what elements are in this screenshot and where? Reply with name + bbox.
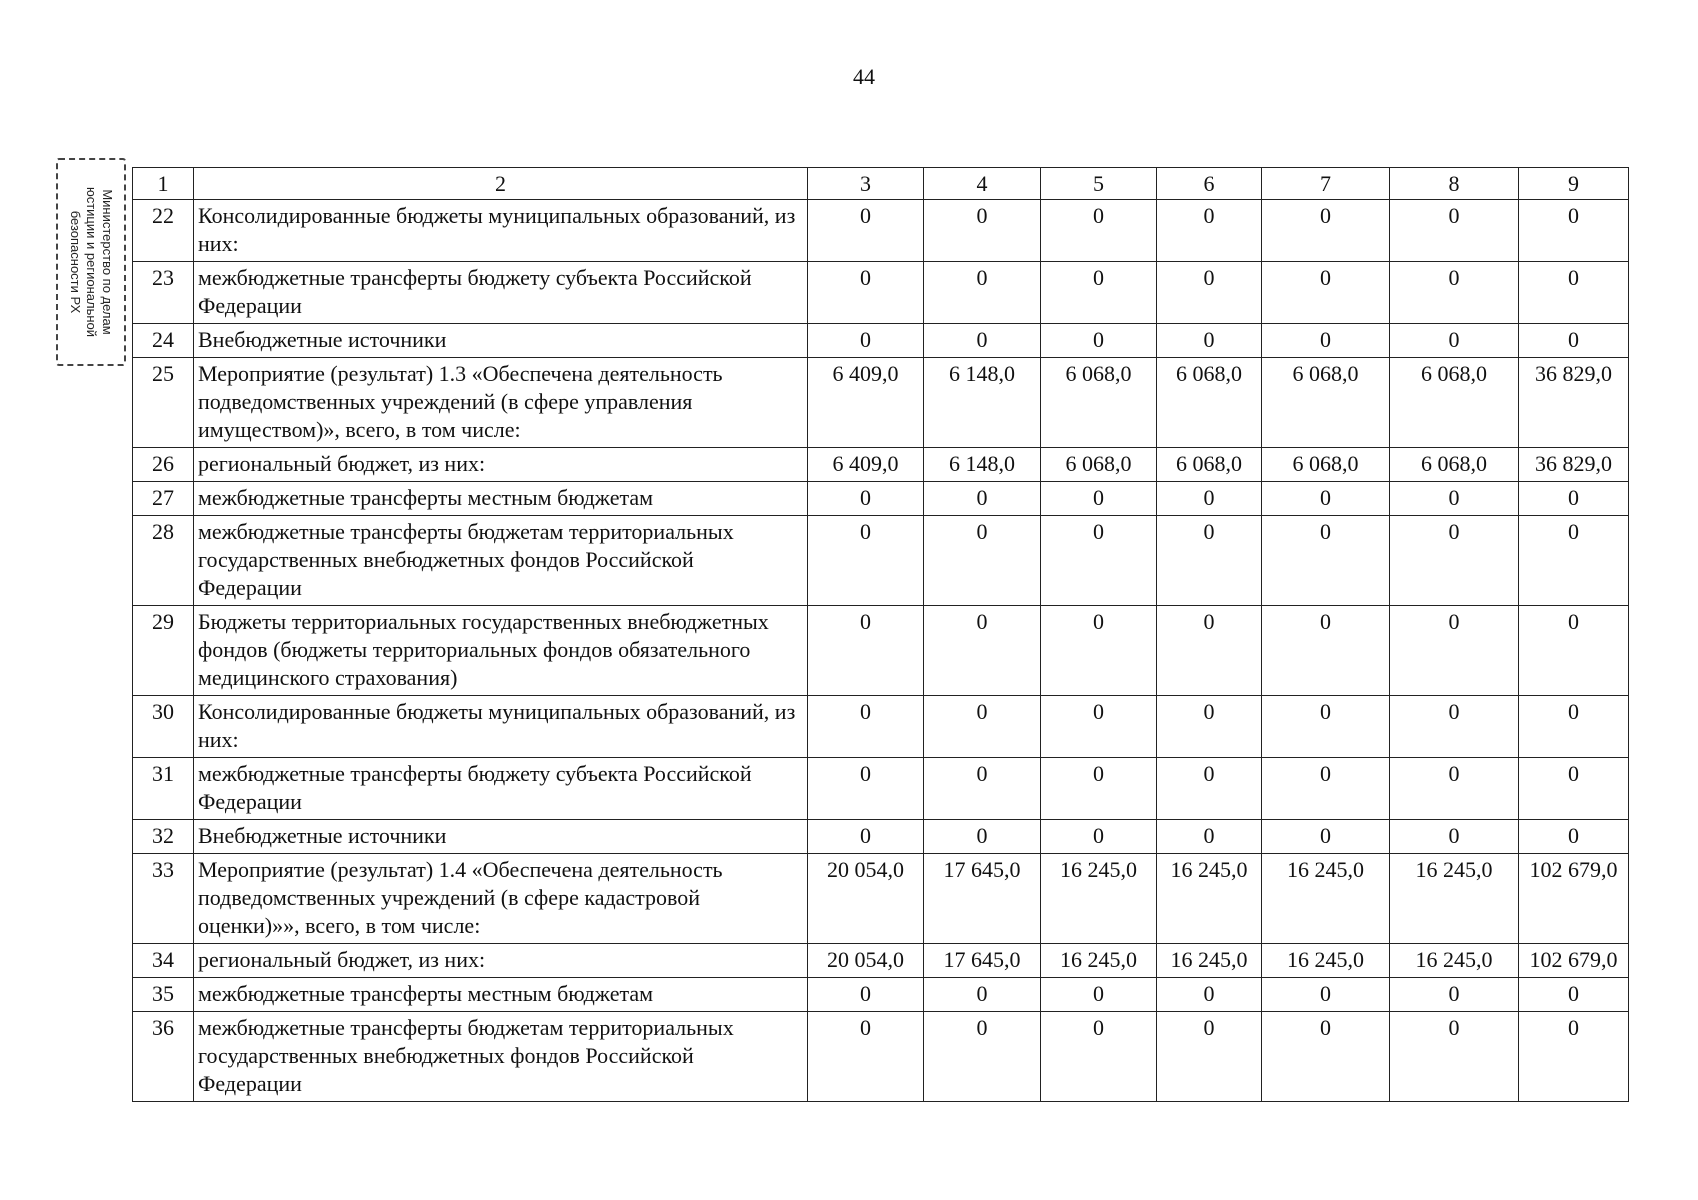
column-header: 9 [1519, 168, 1629, 200]
table-row [133, 1012, 1629, 1102]
stamp-line: Министерство по делам [100, 189, 115, 335]
value-cell: 0 [1519, 482, 1629, 516]
table-row [133, 978, 1629, 1012]
table-row [133, 448, 1629, 482]
value-cell: 0 [1157, 978, 1262, 1012]
row-description: Бюджеты территориальных государственных внебюджетных фондов (бюджеты территориальных фондов обязательного медицинского страхования) [194, 606, 808, 696]
value-cell: 0 [1157, 200, 1262, 262]
row-description: Мероприятие (результат) 1.4 «Обеспечена деятельность подведомственных учреждений (в сфере кадастровой оценки)»», всего, в том числе: [194, 854, 808, 944]
table-row [133, 854, 1629, 944]
value-cell: 0 [1041, 1012, 1157, 1102]
table-header-row [133, 168, 1629, 200]
row-description: межбюджетные трансферты местным бюджетам [194, 482, 808, 516]
value-cell: 0 [808, 482, 924, 516]
row-number: 26 [133, 448, 194, 482]
table-row [133, 820, 1629, 854]
value-cell: 0 [1157, 820, 1262, 854]
value-cell: 0 [1262, 516, 1390, 606]
value-cell: 0 [1041, 516, 1157, 606]
column-header: 8 [1390, 168, 1519, 200]
registration-stamp [56, 158, 126, 366]
value-cell: 16 245,0 [1390, 944, 1519, 978]
column-header: 5 [1041, 168, 1157, 200]
table-row [133, 358, 1629, 448]
column-header: 7 [1262, 168, 1390, 200]
value-cell: 6 409,0 [808, 358, 924, 448]
row-number: 27 [133, 482, 194, 516]
value-cell: 0 [924, 516, 1041, 606]
row-number: 24 [133, 324, 194, 358]
value-cell: 0 [808, 1012, 924, 1102]
value-cell: 0 [1390, 324, 1519, 358]
value-cell: 16 245,0 [1262, 854, 1390, 944]
row-number: 29 [133, 606, 194, 696]
value-cell: 0 [1041, 606, 1157, 696]
value-cell: 0 [1390, 262, 1519, 324]
value-cell: 0 [1390, 820, 1519, 854]
row-description: Консолидированные бюджеты муниципальных образований, из них: [194, 696, 808, 758]
row-description: региональный бюджет, из них: [194, 944, 808, 978]
value-cell: 0 [808, 606, 924, 696]
value-cell: 0 [808, 262, 924, 324]
table-row [133, 482, 1629, 516]
table-row [133, 944, 1629, 978]
value-cell: 36 829,0 [1519, 358, 1629, 448]
value-cell: 0 [1157, 482, 1262, 516]
stamp-line: юстиции и региональной [84, 186, 99, 338]
value-cell: 0 [924, 758, 1041, 820]
value-cell: 16 245,0 [1157, 944, 1262, 978]
value-cell: 0 [1390, 758, 1519, 820]
value-cell: 0 [1519, 820, 1629, 854]
value-cell: 0 [1262, 1012, 1390, 1102]
value-cell: 0 [1390, 200, 1519, 262]
value-cell: 0 [808, 978, 924, 1012]
row-number: 34 [133, 944, 194, 978]
stamp-line: безопасности РХ [68, 210, 83, 314]
value-cell: 0 [924, 482, 1041, 516]
value-cell: 0 [1157, 696, 1262, 758]
value-cell: 0 [1390, 1012, 1519, 1102]
row-number: 31 [133, 758, 194, 820]
value-cell: 6 148,0 [924, 448, 1041, 482]
value-cell: 17 645,0 [924, 944, 1041, 978]
value-cell: 0 [924, 978, 1041, 1012]
value-cell: 0 [808, 516, 924, 606]
value-cell: 6 068,0 [1262, 448, 1390, 482]
value-cell: 0 [808, 324, 924, 358]
column-header: 3 [808, 168, 924, 200]
value-cell: 0 [924, 696, 1041, 758]
value-cell: 0 [1519, 696, 1629, 758]
value-cell: 102 679,0 [1519, 944, 1629, 978]
value-cell: 0 [1262, 262, 1390, 324]
value-cell: 0 [1262, 482, 1390, 516]
stamp-text [67, 162, 115, 362]
value-cell: 0 [1262, 696, 1390, 758]
row-description: Мероприятие (результат) 1.3 «Обеспечена деятельность подведомственных учреждений (в сфере управления имуществом)», всего, в том числе: [194, 358, 808, 448]
table-row [133, 606, 1629, 696]
budget-table [132, 167, 1629, 1102]
value-cell: 0 [1041, 696, 1157, 758]
row-number: 35 [133, 978, 194, 1012]
value-cell: 16 245,0 [1157, 854, 1262, 944]
value-cell: 0 [924, 606, 1041, 696]
value-cell: 0 [1519, 200, 1629, 262]
value-cell: 0 [1041, 758, 1157, 820]
value-cell: 0 [1157, 516, 1262, 606]
value-cell: 0 [924, 200, 1041, 262]
value-cell: 0 [1157, 324, 1262, 358]
value-cell: 0 [1041, 200, 1157, 262]
value-cell: 0 [1390, 606, 1519, 696]
value-cell: 0 [1157, 1012, 1262, 1102]
value-cell: 20 054,0 [808, 944, 924, 978]
value-cell: 6 068,0 [1390, 448, 1519, 482]
column-header: 2 [194, 168, 808, 200]
row-description: региональный бюджет, из них: [194, 448, 808, 482]
value-cell: 6 068,0 [1262, 358, 1390, 448]
row-number: 23 [133, 262, 194, 324]
value-cell: 0 [808, 758, 924, 820]
value-cell: 0 [1519, 978, 1629, 1012]
value-cell: 0 [924, 1012, 1041, 1102]
row-description: Консолидированные бюджеты муниципальных образований, из них: [194, 200, 808, 262]
value-cell: 0 [924, 324, 1041, 358]
row-description: межбюджетные трансферты бюджету субъекта Российской Федерации [194, 262, 808, 324]
value-cell: 17 645,0 [924, 854, 1041, 944]
value-cell: 0 [1157, 606, 1262, 696]
row-number: 32 [133, 820, 194, 854]
table-row [133, 696, 1629, 758]
row-description: Внебюджетные источники [194, 820, 808, 854]
value-cell: 6 068,0 [1041, 358, 1157, 448]
row-number: 36 [133, 1012, 194, 1102]
value-cell: 20 054,0 [808, 854, 924, 944]
value-cell: 6 068,0 [1157, 448, 1262, 482]
value-cell: 0 [808, 820, 924, 854]
value-cell: 6 148,0 [924, 358, 1041, 448]
value-cell: 36 829,0 [1519, 448, 1629, 482]
value-cell: 0 [1390, 696, 1519, 758]
value-cell: 16 245,0 [1390, 854, 1519, 944]
row-number: 22 [133, 200, 194, 262]
value-cell: 0 [808, 696, 924, 758]
value-cell: 0 [1041, 482, 1157, 516]
value-cell: 0 [1262, 978, 1390, 1012]
value-cell: 0 [1519, 1012, 1629, 1102]
value-cell: 0 [1519, 324, 1629, 358]
table-row [133, 516, 1629, 606]
value-cell: 0 [1390, 978, 1519, 1012]
value-cell: 0 [808, 200, 924, 262]
value-cell: 0 [924, 820, 1041, 854]
value-cell: 0 [924, 262, 1041, 324]
column-header: 4 [924, 168, 1041, 200]
value-cell: 0 [1157, 758, 1262, 820]
value-cell: 0 [1157, 262, 1262, 324]
column-header: 6 [1157, 168, 1262, 200]
table-row [133, 324, 1629, 358]
value-cell: 0 [1262, 200, 1390, 262]
page-number: 44 [853, 64, 875, 89]
value-cell: 6 068,0 [1157, 358, 1262, 448]
value-cell: 0 [1262, 606, 1390, 696]
value-cell: 0 [1262, 758, 1390, 820]
value-cell: 0 [1519, 758, 1629, 820]
value-cell: 0 [1519, 262, 1629, 324]
value-cell: 0 [1390, 516, 1519, 606]
value-cell: 0 [1041, 324, 1157, 358]
row-description: Внебюджетные источники [194, 324, 808, 358]
column-header: 1 [133, 168, 194, 200]
table-row [133, 262, 1629, 324]
value-cell: 0 [1262, 820, 1390, 854]
value-cell: 0 [1519, 516, 1629, 606]
row-number: 28 [133, 516, 194, 606]
value-cell: 0 [1262, 324, 1390, 358]
value-cell: 0 [1041, 820, 1157, 854]
row-description: межбюджетные трансферты бюджетам территориальных государственных внебюджетных фондов Российской Федерации [194, 1012, 808, 1102]
table-row [133, 758, 1629, 820]
row-description: межбюджетные трансферты бюджетам территориальных государственных внебюджетных фондов Российской Федерации [194, 516, 808, 606]
value-cell: 0 [1041, 262, 1157, 324]
value-cell: 6 068,0 [1390, 358, 1519, 448]
row-number: 33 [133, 854, 194, 944]
value-cell: 102 679,0 [1519, 854, 1629, 944]
row-description: межбюджетные трансферты бюджету субъекта Российской Федерации [194, 758, 808, 820]
value-cell: 6 409,0 [808, 448, 924, 482]
value-cell: 16 245,0 [1041, 944, 1157, 978]
value-cell: 0 [1519, 606, 1629, 696]
value-cell: 6 068,0 [1041, 448, 1157, 482]
value-cell: 0 [1041, 978, 1157, 1012]
row-description: межбюджетные трансферты местным бюджетам [194, 978, 808, 1012]
table-row [133, 200, 1629, 262]
value-cell: 16 245,0 [1041, 854, 1157, 944]
value-cell: 16 245,0 [1262, 944, 1390, 978]
row-number: 25 [133, 358, 194, 448]
row-number: 30 [133, 696, 194, 758]
value-cell: 0 [1390, 482, 1519, 516]
